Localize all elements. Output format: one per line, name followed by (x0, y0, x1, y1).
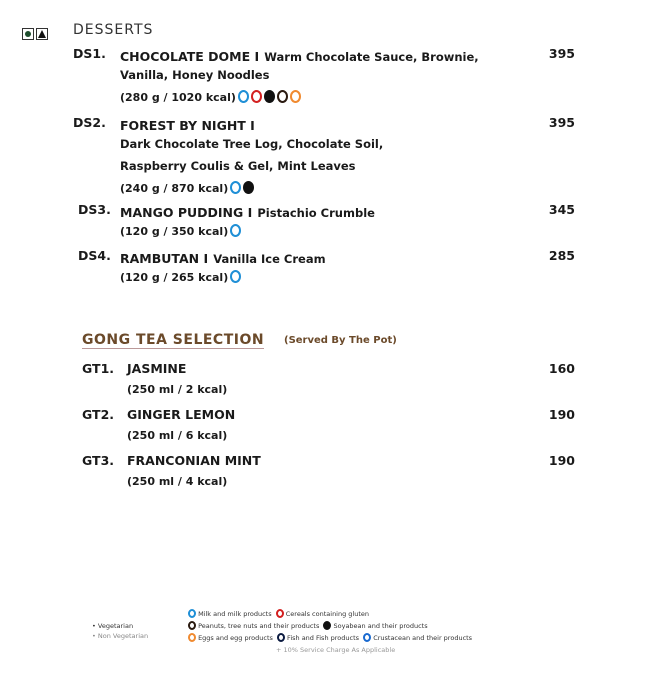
item-price: 160 (548, 361, 575, 376)
item-name: GINGER LEMON (127, 407, 236, 422)
legend-nonveg: • Non Vegetarian (92, 632, 149, 640)
egg-icon (290, 90, 301, 103)
item-price: 395 (548, 46, 575, 61)
peanut-icon (188, 621, 196, 630)
nonveg-icon (36, 28, 48, 40)
item-name: RAMBUTAN I (120, 251, 209, 266)
item-price: 395 (548, 115, 575, 130)
legend-veg: • Vegetarian (92, 622, 134, 630)
item-name: CHOCOLATE DOME I (120, 49, 260, 64)
veg-icon (22, 28, 34, 40)
legend-peanut: Peanuts, tree nuts and their products (198, 622, 320, 630)
item-meta-line (120, 181, 254, 195)
item-description: Pistachio Crumble (257, 206, 375, 220)
item-price: 190 (548, 407, 575, 422)
diet-markers (22, 25, 48, 44)
item-name: FOREST BY NIGHT I (120, 118, 255, 133)
item-name: FRANCONIAN MINT (127, 453, 261, 468)
item-code: GT2. (82, 407, 115, 422)
milk-icon (230, 181, 241, 194)
item-code: GT3. (82, 453, 115, 468)
egg-icon (188, 633, 196, 642)
section-title-desserts: DESSERTS (73, 22, 154, 38)
item-title-line (120, 202, 375, 221)
item-code: GT1. (82, 361, 115, 376)
soy-icon (243, 181, 254, 194)
legend-nonveg-label: Non Vegetarian (97, 632, 149, 640)
item-code: DS2. (73, 115, 106, 130)
item-portion: (250 ml / 2 kcal) (127, 383, 228, 396)
item-description: Vanilla, Honey Noodles (120, 68, 270, 82)
legend-milk: Milk and milk products (198, 610, 272, 618)
item-description: Dark Chocolate Tree Log, Chocolate Soil, (120, 137, 384, 151)
item-name: JASMINE (127, 361, 187, 376)
gluten-icon (251, 90, 262, 103)
legend-soy: Soyabean and their products (333, 622, 428, 630)
item-meta-line (120, 90, 301, 104)
legend-egg: Eggs and egg products (198, 634, 273, 642)
legend-crustacean: Crustacean and their products (373, 634, 473, 642)
item-price: 190 (548, 453, 575, 468)
allergen-legend (186, 608, 472, 656)
item-portion: (250 ml / 6 kcal) (127, 429, 228, 442)
item-code: DS1. (73, 46, 106, 61)
milk-icon (238, 90, 249, 103)
fish-icon (277, 633, 285, 642)
soy-icon (264, 90, 275, 103)
item-code: DS4. (78, 248, 111, 263)
item-portion: (120 g / 265 kcal) (120, 271, 229, 284)
item-name: MANGO PUDDING I (120, 205, 253, 220)
service-charge-note: + 10% Service Charge As Applicable (276, 646, 396, 654)
legend-gluten: Cereals containing gluten (285, 610, 370, 618)
gluten-icon (276, 609, 284, 618)
legend-fish: Fish and Fish products (287, 634, 360, 642)
item-portion: (250 ml / 4 kcal) (127, 475, 228, 488)
legend-veg-label: Vegetarian (97, 622, 134, 630)
tea-subtitle: (Served By The Pot) (284, 335, 397, 346)
milk-icon (230, 224, 241, 237)
crustacean-icon (363, 633, 371, 642)
item-title-line (120, 248, 326, 267)
section-title-tea: GONG TEA SELECTION (82, 332, 265, 348)
item-description: Warm Chocolate Sauce, Brownie, (264, 50, 479, 64)
item-code: DS3. (78, 202, 111, 217)
milk-icon (230, 270, 241, 283)
item-meta-line (120, 270, 241, 284)
item-price: 285 (548, 248, 575, 263)
item-portion: (280 g / 1020 kcal) (120, 91, 236, 104)
item-portion: (240 g / 870 kcal) (120, 182, 229, 195)
item-description: Vanilla Ice Cream (213, 252, 326, 266)
item-title-line (120, 115, 255, 134)
item-title-line (120, 46, 479, 65)
item-meta-line (120, 224, 241, 238)
item-description: Raspberry Coulis & Gel, Mint Leaves (120, 159, 356, 173)
milk-icon (188, 609, 196, 618)
item-portion: (120 g / 350 kcal) (120, 225, 229, 238)
item-price: 345 (548, 202, 575, 217)
soy-icon (323, 621, 331, 630)
peanut-icon (277, 90, 288, 103)
